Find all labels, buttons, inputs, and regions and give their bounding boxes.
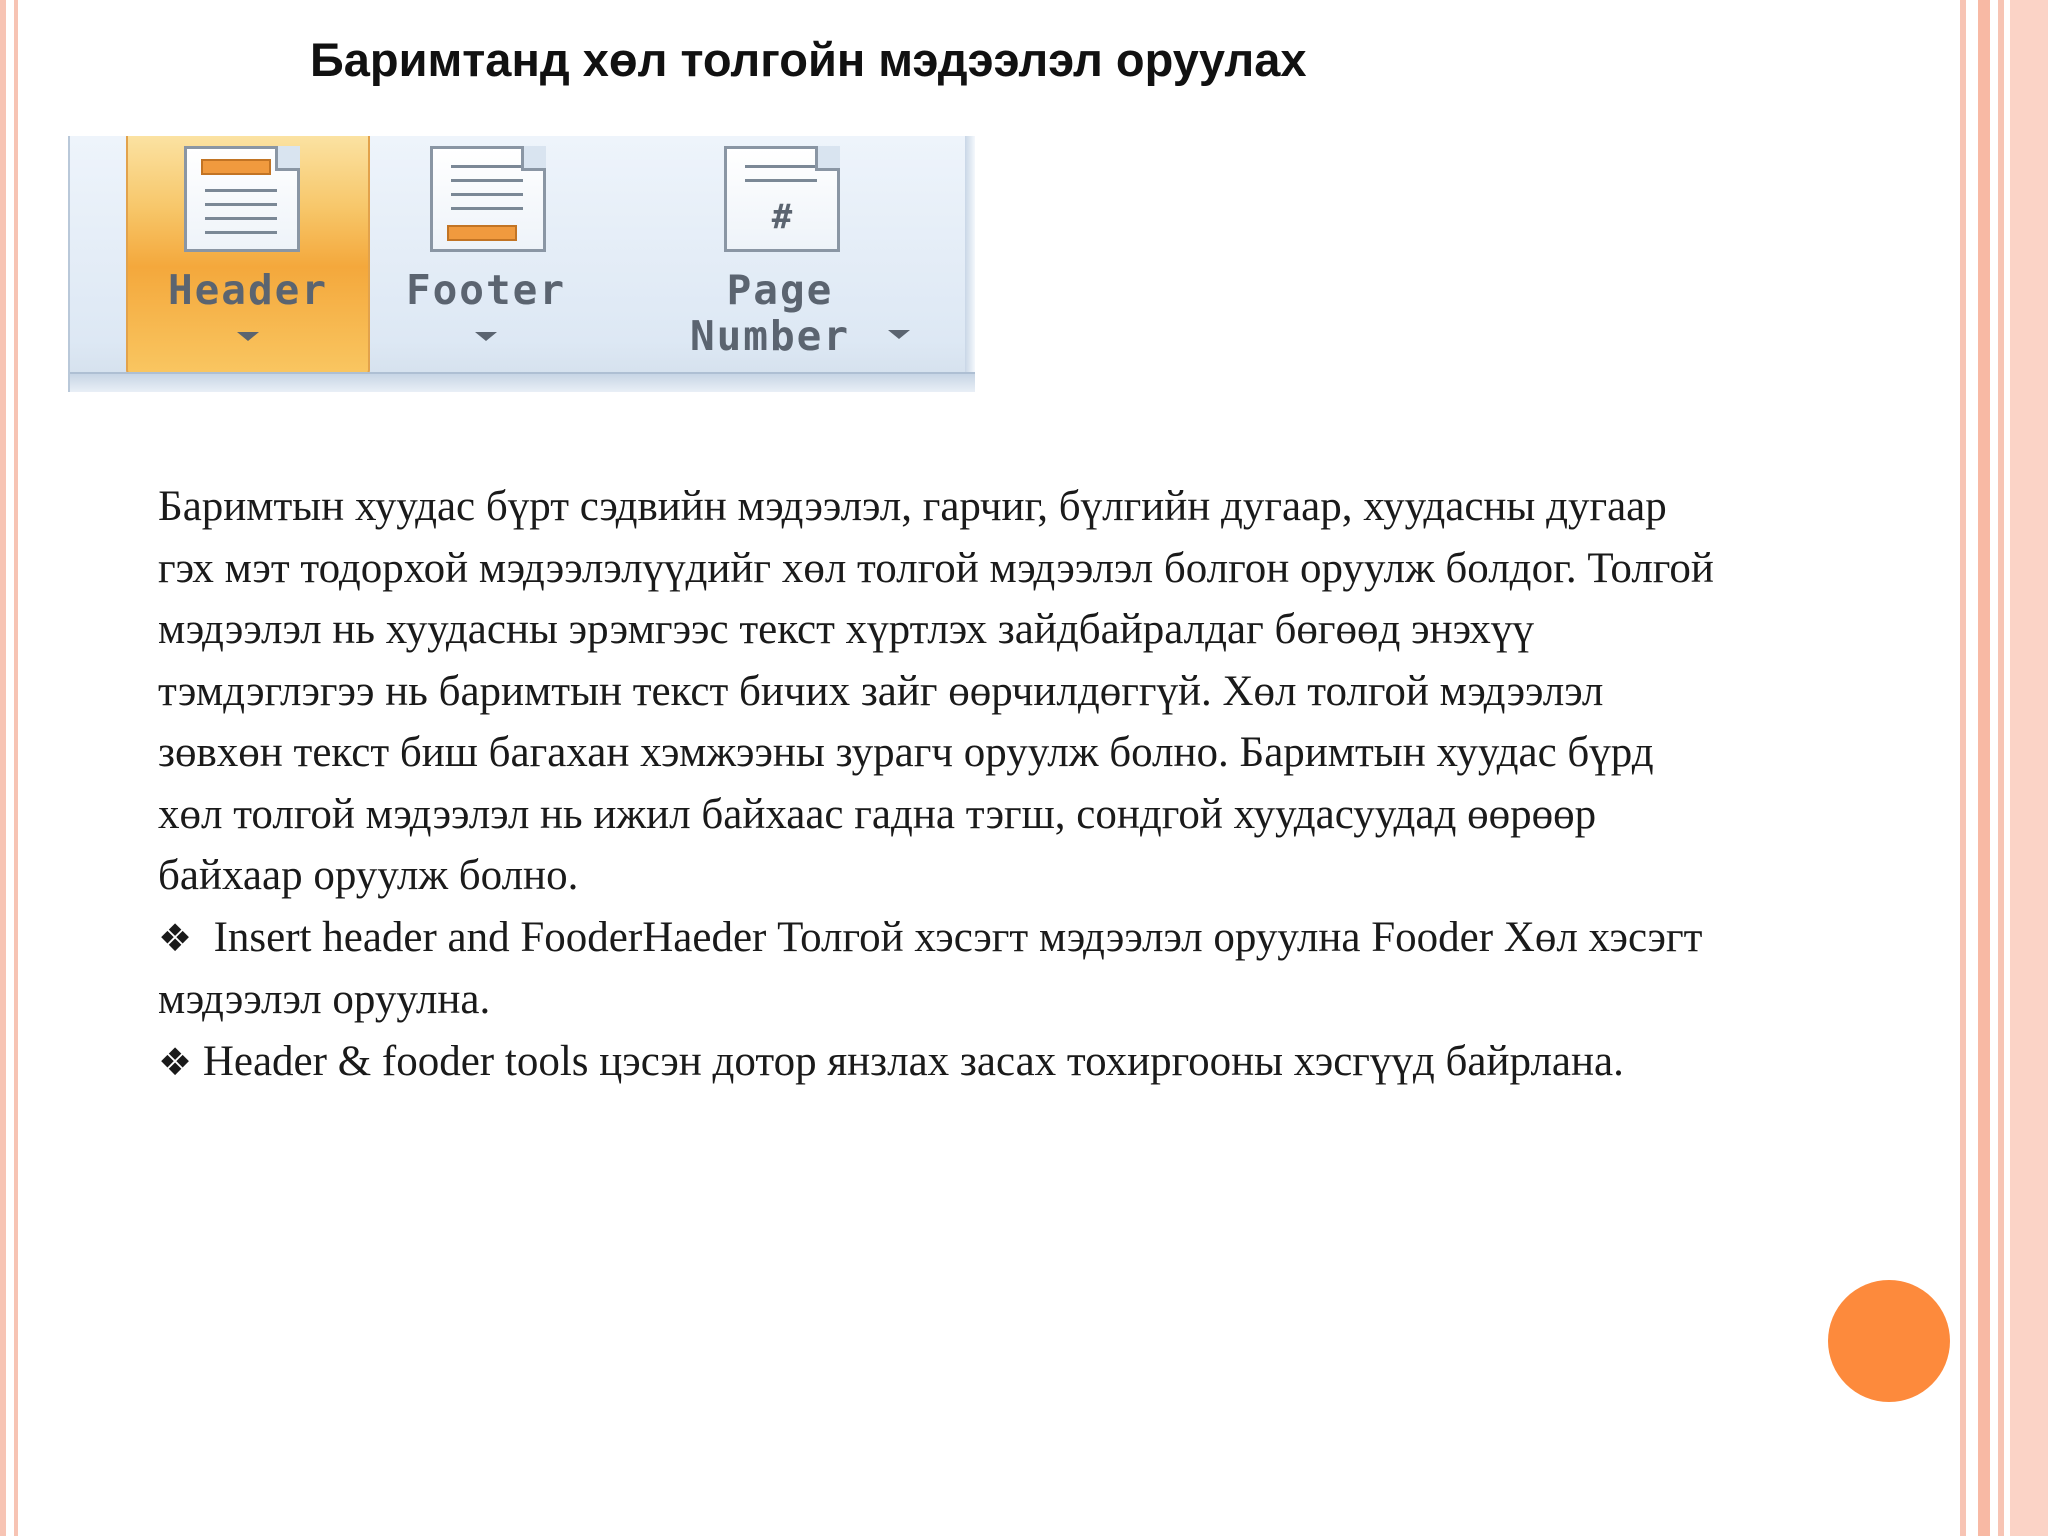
- page-number-dropdown-arrow-icon: [888, 330, 910, 339]
- page-number-label-line1: Page: [726, 266, 834, 314]
- page-number-icon: [724, 146, 840, 252]
- slide-title: Баримтанд хөл толгойн мэдээлэл оруулах: [310, 33, 1307, 86]
- bullet-item-1: [158, 907, 1718, 1031]
- page-number-button[interactable]: [630, 136, 930, 374]
- ribbon-header-footer-group: [68, 136, 975, 392]
- header-button-label: Header: [167, 266, 329, 314]
- header-page-icon: [184, 146, 300, 252]
- bullet-text-2: Header & fooder tools цэсэн дотор янзлах засах тохиргооны хэсгүүд байрлана.: [202, 1037, 1624, 1085]
- right-border-stripe-4: [2010, 0, 2048, 1536]
- left-border-stripe-inner: [14, 0, 18, 1536]
- footer-page-icon: [430, 146, 546, 252]
- right-border-stripe-3: [1998, 0, 2004, 1536]
- right-border-stripe-1: [1960, 0, 1966, 1536]
- bullet-diamond-icon: ❖: [158, 1039, 193, 1084]
- page-number-hash-symbol: #: [771, 197, 793, 237]
- left-border-stripe: [0, 0, 6, 1536]
- decorative-orange-circle: [1828, 1280, 1950, 1402]
- header-dropdown-arrow-icon: [237, 332, 259, 341]
- ribbon-group-separator: [965, 136, 975, 376]
- ribbon-bottom-edge: [70, 372, 975, 392]
- slide-body: [158, 476, 1718, 1093]
- bullet-item-2: [158, 1031, 1718, 1094]
- footer-button-label: Footer: [405, 266, 567, 314]
- footer-dropdown-arrow-icon: [475, 332, 497, 341]
- page-number-label-line2: Number: [689, 312, 851, 360]
- footer-button[interactable]: [386, 136, 586, 374]
- body-paragraph: Баримтын хуудас бүрт сэдвийн мэдээлэл, гарчиг, бүлгийн дугаар, хуудасны дугаар гэх мэт тодорхой мэдээлэлүүдийг хөл толгой мэдээлэл болгон оруулж болдог. Толгой мэдээлэл нь хуудасны эрэмгээс текст хүртлэх зайдбайралдаг бөгөөд энэхүү тэмдэглэгээ нь баримтын текст бичих зайг өөрчилдөггүй. Хөл толгой мэдээлэл зөвхөн текст биш багахан хэмжээны зурагч оруулж болно. Баримтын хуудас бүрд хөл толгой мэдээлэл нь ижил байхаас гадна тэгш, сондгой хуудасуудад өөрөөр байхаар оруулж болно.: [158, 483, 1714, 899]
- bullet-diamond-icon: ❖: [158, 915, 193, 960]
- header-button[interactable]: [126, 136, 370, 376]
- right-border-stripe-2: [1978, 0, 1990, 1536]
- bullet-text-1: Insert header and FooderHaeder Толгой хэсэгт мэдээлэл оруулна Fooder Хөл хэсэгт мэдээлэл оруулна.: [158, 913, 1703, 1023]
